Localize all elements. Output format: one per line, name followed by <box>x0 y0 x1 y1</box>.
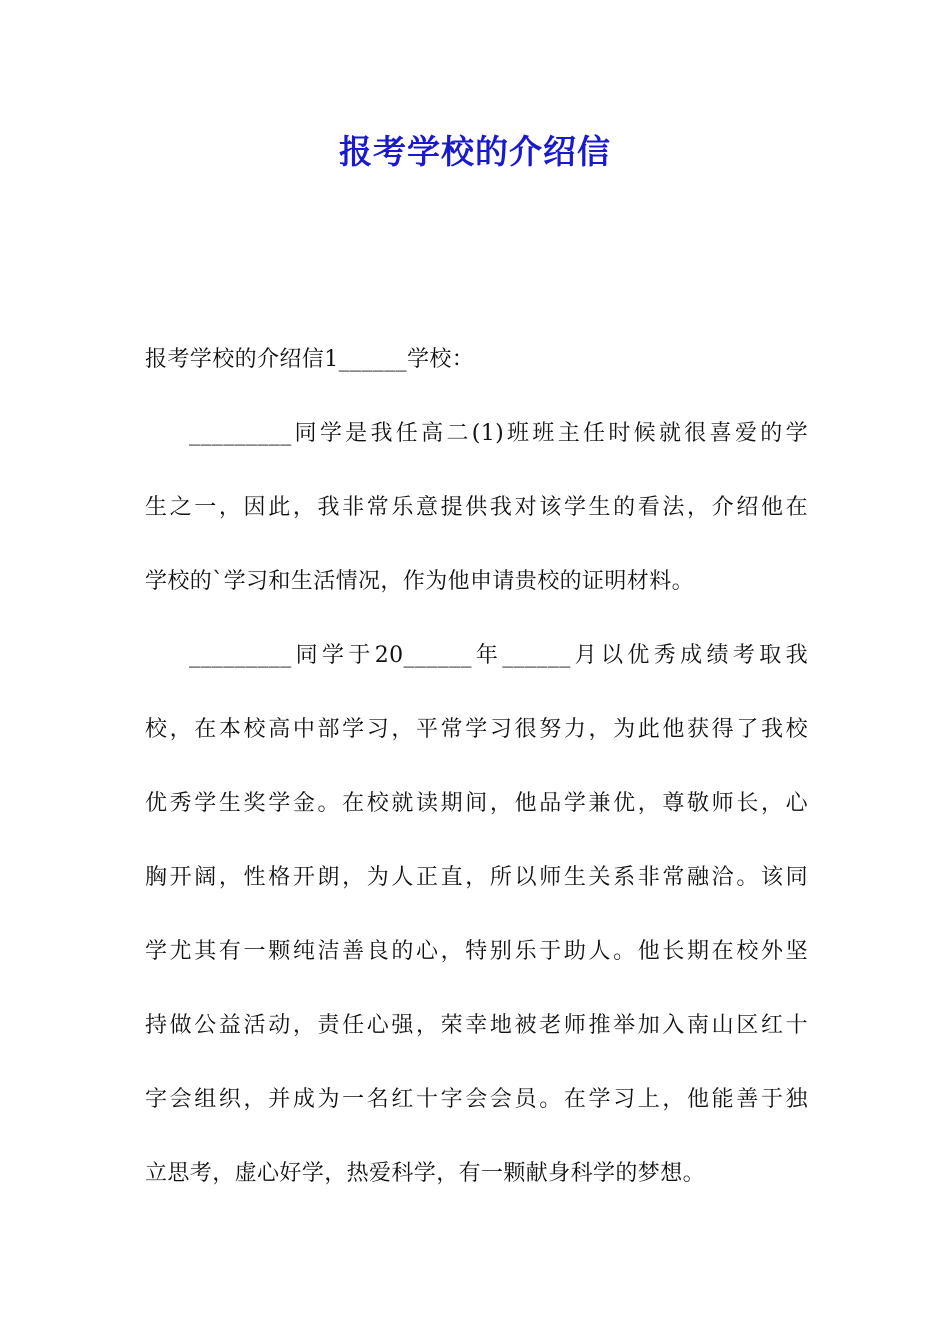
paragraph-line: 字会组织，并成为一名红十字会会员。在学习上，他能善于独 <box>145 1087 808 1112</box>
paragraph-line: 持做公益活动，责任心强，荣幸地被老师推举加入南山区红十 <box>145 1013 808 1038</box>
paragraph-line: _________同学是我任高二(1)班班主任时候就很喜爱的学 <box>189 421 808 446</box>
paragraph-line: 立思考，虚心好学，热爱科学，有一颗献身科学的梦想。 <box>145 1161 706 1186</box>
document-title: 报考学校的介绍信 <box>339 132 611 171</box>
paragraph-line: 胸开阔，性格开朗，为人正直，所以师生关系非常融洽。该同 <box>145 865 808 890</box>
document-body <box>145 340 808 1228</box>
paragraph-line: 优秀学生奖学金。在校就读期间，他品学兼优，尊敬师长，心 <box>145 791 808 816</box>
paragraph-line: 学校的`学习和生活情况，作为他申请贵校的证明材料。 <box>145 569 695 594</box>
paragraph-line: _________同学于20______年______月以优秀成绩考取我 <box>189 643 808 668</box>
paragraph-line: 生之一，因此，我非常乐意提供我对该学生的看法，介绍他在 <box>145 495 808 520</box>
paragraph-line: 学尤其有一颗纯洁善良的心，特别乐于助人。他长期在校外坚 <box>145 939 808 964</box>
salutation-line: 报考学校的介绍信1______学校： <box>145 347 475 372</box>
paragraph-line: 校，在本校高中部学习，平常学习很努力，为此他获得了我校 <box>145 717 808 742</box>
